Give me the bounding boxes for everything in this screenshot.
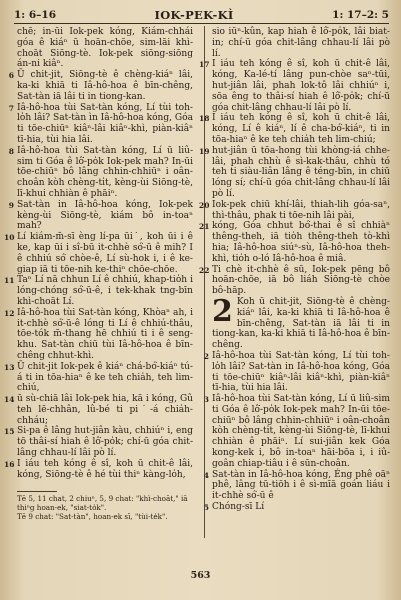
verse-number: 7 [8,103,14,113]
verse-number: 4 [203,470,209,480]
verse [199,199,390,222]
verse-text: chē; in-ūi Iok-pek kóng, Kiám-chhái góa ê kiáⁿ ū hoān-chōe, sim-lāi khì-choāt Siōng-tè. Iok-pek siōng-siōng án-ni kiâⁿ. [17,27,193,70]
verse-text: Iâ-hô-hoa tùi Sat-tàn kóng, Lí ū liû-sim ti Góa ê lô͘-po̍k Iok-pek mah? In-ūi tōe-chiūⁿ bô lâng chhin-chhiūⁿ i oân-choân kòh chèng-ti̍t, kèng-ùi Siōng-tè, lī-khui chhiàn ê phāiⁿ. [17,145,193,199]
verse-number: 12 [4,308,15,318]
verse-number: 13 [4,362,15,372]
verse-text: Iâ-hô-hoa tùi Sat-tàn kóng, Lí tùi toh-lo̍h lâi? Sat-tàn in Iâ-hô-hoa kóng, Góa ti tōe-chiūⁿ kiâⁿ-lâi kiâⁿ-khì, piàn-kiâⁿ tī-hia, tùi hia lâi. [212,350,390,394]
column-divider [204,26,205,538]
verse [212,27,390,59]
verse-number: 15 [4,427,15,437]
verse [4,275,193,307]
verse [4,307,193,362]
verse-text: Chóng-sī Lí [212,502,265,513]
verse-text: Ū chit-jit Iok-pek ê kiáⁿ chá-bó͘-kiáⁿ tú-á ti in tōa-hiaⁿ ê ke teh chia̍h, teh lim-chiú, [17,361,193,394]
footnote: Tē 9 chat: "Sat-tàn", hoan-ek sī, "tùi-te̍k". [17,512,168,521]
footnotes [17,494,197,521]
verse [199,113,390,145]
verse-number: 8 [8,146,14,156]
verse-number: 9 [8,200,14,210]
verse-number: 2 [203,351,209,361]
verse-number: 20 [199,200,210,210]
verse-number: 18 [199,114,210,124]
verse [199,264,390,297]
verse-text: sio iūⁿ-kûn, kap hiah ê lô͘-po̍k, lâi biat-in; chí-ū góa chit-lâng chhau-lí lâi pò lí. [212,27,390,59]
verse-text: Iâ-hô-hoa tùi Sat-tàn kóng, Khòaⁿ ah, i it-chhè só͘-ū-ê lóng ti Lí ê chhiú-thâu, tōe-tók m̄-thang hē chhiú ti i ê seng-khu. Sat-tàn chiū tùi Iâ-hô-hoa ê bīn-chêng chhut-khì. [17,307,193,361]
verse-text: ū sù-chiā lâi Iok-pek hia, kā i kóng, Gû teh lē-chhân, lû-bé ti pi˙-á chia̍h-chháu; [17,394,193,426]
verse-text: I iáu teh kóng ê sî, koh ū chit-ê lâi, kóng, Ka-lé-tí lâng pun-chòe saⁿ-tūi, hut-jiân lâi, phah lok-tô lâi chhiúⁿ i, sōa êng to thâi-sí hiah ê lô͘-po̍k; chí-ū góa chit-lâng chhau-lí lâi pò lí. [212,59,390,113]
verse [203,350,390,394]
chapter-opening [212,293,390,351]
verse-text: Lí kiám-m̄-sī èng lí-pa ūi˙, koh ūi i ê ke, kap ūi i sî-bū it-chhè só͘-ū ê mih? I ê chhiú só͘ chòe-ê, Lí sù-hok i, i ê ke-giap iā ti tōe-nih ke-thiⁿ chōe-chōe. [17,232,193,275]
verse-text: Ū chit-jit, Siōng-tè ê chèng-kiáⁿ lâi, ka-ki khiā ti Iâ-hô-hoa ê bīn-chêng, Sat-tàn iā lâi ti in tiong-kan. [17,70,193,102]
verse-text: kóng, Góa chhut bó͘-thai ê sî chhiàⁿ thêng-theh, iā tio̍h thêng-theh tò-khì hia; Iâ-hô-hoa siúⁿ-sù, Iâ-hô-hoa theh-khì, tio̍h o-ló Iâ-hô-hoa ê miâ. [212,221,390,264]
verse [203,394,390,470]
verse [4,426,193,459]
verse-number: 17 [199,60,210,70]
verse-number: 10 [4,233,15,243]
verse-number: 22 [199,265,210,275]
verse [8,145,193,200]
left-column [4,27,193,480]
verse [203,469,390,502]
verse-number: 11 [4,276,15,286]
verse-number: 5 [203,503,209,513]
verse [8,199,193,232]
verse-number: 16 [4,459,15,469]
verse-text: Sat-tàn in Iâ-hô-hoa kóng, Éng phê oāⁿ phê, lâng tū-tiōh i ê sì-mīā goán liáu i it-chhè só͘-ū ê [212,469,390,502]
verse-text: Ti chè it-chhè ê sū, Iok-pek pēng bô hoān-chōe, iā bô liáh Siōng-tè chòe bô-hāp. [212,264,390,297]
running-header [14,7,389,23]
verse [8,102,193,146]
verse [4,361,193,394]
verse-text: Taⁿ Lí nā chhun Lí ê chhiú, khap-tio̍h i lóng-chóng só͘-ū-ê, i tek-khak tng-bīn khì-choāt Lí. [17,275,193,307]
verse [199,145,390,200]
footnote: Tē 5, 11 chat, 2 chiuⁿ, 5, 9 chat: "khì-choāt," iā thiⁿg hoan-ek, "siat-to̍k". [17,494,188,512]
verse-number: 14 [4,395,15,405]
verse-number: 21 [199,222,210,232]
header-right-reference: 1: 17–2: 5 [332,9,389,21]
verse [4,232,193,275]
book-title: IOK-PEK-KÌ [154,8,234,22]
verse-text: Sat-tàn in Iâ-hô-hoa kóng, Iok-pek kèng-ùi Siōng-tè, kiám bô in-toaⁿ mah? [17,199,193,232]
verse-text: Si-pa ê lâng hut-jiân kàu, chhiúⁿ i, eng tō thâi-sí hiah ê lô͘-po̍k; chí-ū góa chit-lâng chhau-lí lâi pò lí. [17,426,193,459]
verse [199,221,390,264]
verse-text: I iáu teh kóng ê sî, koh ū chit-ê lâi, kóng, Siōng-tè ê hé tùi thiⁿ kàng-lo̍h, [17,458,193,480]
header-rule [14,23,389,24]
verse [8,70,193,102]
verse-text: Koh ū chit-jit, Siōng-tè ê chèng-kiáⁿ lâi, ka-ki khiā ti Iâ-hô-hoa ê bīn-chêng, Sat-tàn iā lâi ti in tiong-kan, ka-ki khiā ti Iâ-hô-hoa ê bīn-chêng. [212,296,390,351]
verse [4,394,193,426]
verse-text: hut-jiân ū tōa-hong tùi khòng-iá chhe-lâi, phah chhù ê sì-kak-thâu, chhù tó teh ti siàu-liân lâng ê téng-bīn, in chiū lóng sí; chí-ū góa chit-lâng chhau-lí lâi pò lí. [212,145,390,199]
verse-text: I iáu teh kóng ê sî, koh ū chit-ê lâi, kóng, Lí ê kiáⁿ, lí ê cha-bó͘-kiáⁿ, ti in tōa-hiaⁿ ê ke teh chia̍h teh lim-chiú; [212,113,390,145]
verse [17,27,193,70]
verse-text: Iok-pek chiū khí-lâi, thiah-lih góa-saⁿ, thì-thâu, phak ti tōe-nih lâi pài, [212,199,390,221]
footnote-rule [17,491,57,492]
verse-text: Iâ-hô-hoa tùi Sat-tàn kóng, Lí tùi toh-lo̍h lâi? Sat-tàn ìn Iâ-hô-hoa kóng, Góa ti tōe-chiūⁿ kiâⁿ-lâi kiâⁿ-khì, piàn-kiâⁿ tī-hia, tùi hia lâi. [17,102,193,145]
right-column [199,27,390,513]
verse-number: 3 [203,395,209,405]
verse-number: 19 [199,146,210,156]
chapter-number: 2 [212,293,233,329]
verse [4,458,193,481]
verse [203,502,390,513]
page-number: 563 [190,570,211,581]
verse-number: 6 [8,71,14,81]
verse-text: Iâ-hô-hoa tùi Sat-tàn kóng, Lí ū liû-sim ti Góa ê lô͘-po̍k Iok-pek mah? In-ūi tōe-chiūⁿ bô lâng chhin-chhiūⁿ i oân-choân kòh chèng-ti̍t, kèng-ùi Siōng-tè, lī-khui chhiàn ê phāiⁿ. Lí sui-jiân kek Góa kong-kek i, bô in-toaⁿ hāi-bōa i, i iû-goân chiap-tiâu i ê sūn-choân. [212,394,390,469]
verse [199,59,390,113]
header-left-reference: 1: 6–16 [14,9,57,21]
